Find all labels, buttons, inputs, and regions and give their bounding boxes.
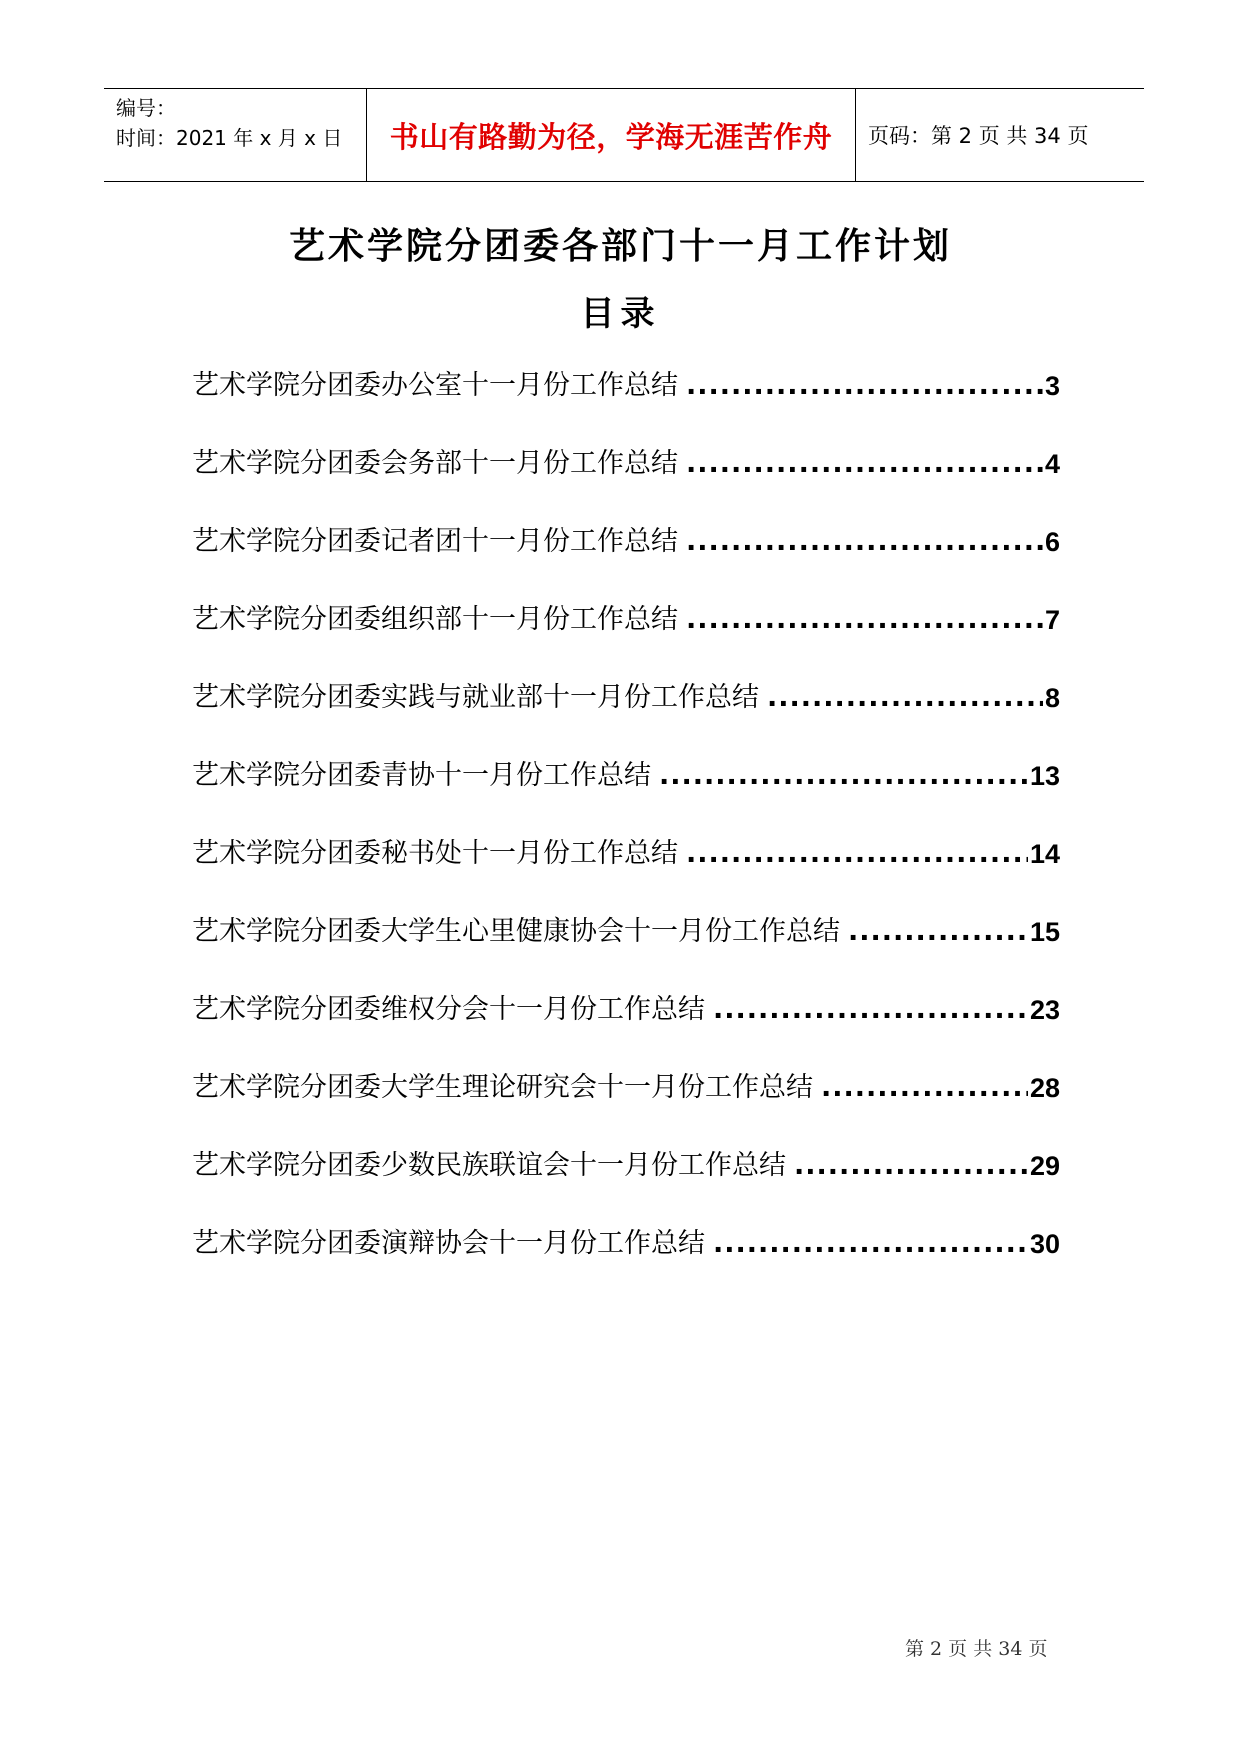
table-of-contents <box>192 368 1060 1304</box>
toc-item-text: 艺术学院分团委演辩协会十一月份工作总结 <box>192 1228 705 1259</box>
toc-heading: 目录 <box>580 294 661 334</box>
page-footer: 第 2 页 共 34 页 <box>905 1638 1048 1660</box>
toc-item-page: 15 <box>1029 917 1060 947</box>
toc-leader-dots <box>713 1226 1028 1262</box>
toc-leader-dots <box>821 1070 1028 1106</box>
number-label: 编号： <box>116 96 176 120</box>
header-motto: 书山有路勤为径，学海无涯苦作舟 <box>367 89 856 181</box>
toc-item[interactable] <box>192 524 1060 602</box>
page-header <box>104 88 1144 182</box>
toc-item-text: 艺术学院分团委少数民族联谊会十一月份工作总结 <box>192 1150 786 1181</box>
header-meta <box>104 89 367 181</box>
toc-item-text: 艺术学院分团委办公室十一月份工作总结 <box>192 370 678 401</box>
toc-item-page: 14 <box>1029 839 1060 869</box>
toc-item-page: 6 <box>1044 527 1060 557</box>
toc-item-page: 29 <box>1029 1151 1060 1181</box>
toc-item[interactable] <box>192 680 1060 758</box>
toc-item-page: 23 <box>1029 995 1060 1025</box>
toc-item-text: 艺术学院分团委青协十一月份工作总结 <box>192 760 651 791</box>
toc-item[interactable] <box>192 1226 1060 1304</box>
toc-leader-dots <box>713 992 1028 1028</box>
toc-leader-dots <box>848 914 1028 950</box>
toc-leader-dots <box>686 602 1043 638</box>
toc-item[interactable] <box>192 914 1060 992</box>
toc-leader-dots <box>659 758 1028 794</box>
toc-item[interactable] <box>192 1070 1060 1148</box>
toc-item[interactable] <box>192 836 1060 914</box>
toc-item-text: 艺术学院分团委大学生心里健康协会十一月份工作总结 <box>192 916 840 947</box>
toc-item[interactable] <box>192 446 1060 524</box>
toc-item-page: 4 <box>1044 449 1060 479</box>
toc-item-page: 13 <box>1029 761 1060 791</box>
date-label: 时间：2021 年 x 月 x 日 <box>116 126 343 150</box>
toc-item[interactable] <box>192 758 1060 836</box>
toc-item-page: 8 <box>1044 683 1060 713</box>
toc-item[interactable] <box>192 992 1060 1070</box>
toc-leader-dots <box>794 1148 1028 1184</box>
header-page-label: 页码：第 2 页 共 34 页 <box>868 124 1089 148</box>
toc-item[interactable] <box>192 368 1060 446</box>
toc-item-text: 艺术学院分团委秘书处十一月份工作总结 <box>192 838 678 869</box>
toc-item-text: 艺术学院分团委大学生理论研究会十一月份工作总结 <box>192 1072 813 1103</box>
toc-leader-dots <box>686 524 1043 560</box>
toc-item-page: 30 <box>1029 1229 1060 1259</box>
toc-item-page: 7 <box>1044 605 1060 635</box>
toc-item-text: 艺术学院分团委记者团十一月份工作总结 <box>192 526 678 557</box>
toc-leader-dots <box>767 680 1043 716</box>
toc-item-text: 艺术学院分团委维权分会十一月份工作总结 <box>192 994 705 1025</box>
toc-leader-dots <box>686 368 1043 404</box>
toc-item-page: 28 <box>1029 1073 1060 1103</box>
toc-item[interactable] <box>192 1148 1060 1226</box>
toc-item-text: 艺术学院分团委组织部十一月份工作总结 <box>192 604 678 635</box>
toc-leader-dots <box>686 446 1043 482</box>
document-title: 艺术学院分团委各部门十一月工作计划 <box>288 225 952 267</box>
toc-item-page: 3 <box>1044 371 1060 401</box>
toc-item[interactable] <box>192 602 1060 680</box>
toc-item-text: 艺术学院分团委会务部十一月份工作总结 <box>192 448 678 479</box>
toc-leader-dots <box>686 836 1028 872</box>
toc-item-text: 艺术学院分团委实践与就业部十一月份工作总结 <box>192 682 759 713</box>
